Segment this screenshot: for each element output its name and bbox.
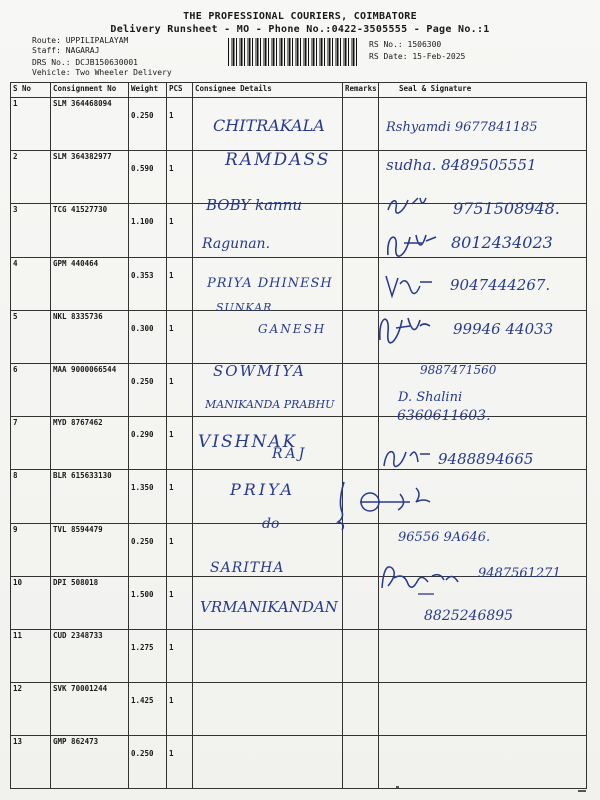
- cell-consignee: [193, 310, 343, 363]
- print-mark: [396, 786, 399, 788]
- cell-pcs: 1: [167, 257, 193, 310]
- cell-consignment: BLR 615633130: [51, 470, 129, 523]
- header-seal: Seal & Signature: [379, 83, 587, 98]
- cell-sno: 6: [11, 363, 51, 416]
- cell-sno: 7: [11, 417, 51, 470]
- delivery-table: [10, 82, 587, 789]
- cell-seal: [379, 736, 587, 789]
- cell-remarks: [343, 310, 379, 363]
- table-row: [11, 629, 587, 682]
- cell-remarks: [343, 629, 379, 682]
- cell-pcs: 1: [167, 629, 193, 682]
- cell-sno: 3: [11, 204, 51, 257]
- cell-pcs: 1: [167, 417, 193, 470]
- handwritten-name: VRMANIKANDAN: [200, 598, 338, 616]
- header-sno: S No: [11, 83, 51, 98]
- cell-consignee: [193, 683, 343, 736]
- cell-remarks: [343, 576, 379, 629]
- handwritten-phone: 6360611603.: [397, 408, 491, 424]
- handwritten-phone: 9488894665: [438, 450, 534, 468]
- handwritten-phone: 9487561271: [478, 566, 561, 581]
- handwritten-phone: 99946 44033: [453, 320, 554, 338]
- cell-sno: 1: [11, 98, 51, 151]
- cell-pcs: 1: [167, 204, 193, 257]
- header-weight: Weight: [129, 83, 167, 98]
- cell-remarks: [343, 683, 379, 736]
- handwritten-name: RAJ: [272, 446, 308, 462]
- cell-consignment: NKL 8335736: [51, 310, 129, 363]
- cell-sno: 13: [11, 736, 51, 789]
- cell-weight: 1.275: [129, 629, 167, 682]
- cell-remarks: [343, 363, 379, 416]
- signature-scribble: [384, 194, 444, 218]
- cell-sno: 5: [11, 310, 51, 363]
- cell-consignee: [193, 736, 343, 789]
- signature-scribble: [382, 229, 442, 261]
- handwritten-name: PRIYA: [230, 480, 296, 499]
- cell-remarks: [343, 736, 379, 789]
- cell-remarks: [343, 98, 379, 151]
- handwritten-name: CHITRAKALA: [213, 116, 325, 135]
- cell-remarks: [343, 417, 379, 470]
- rs-date: RS Date: 15-Feb-2025: [369, 52, 466, 61]
- cell-consignment: SLM 364382977: [51, 151, 129, 204]
- cell-weight: 0.250: [129, 98, 167, 151]
- cell-seal: [379, 629, 587, 682]
- cell-remarks: [343, 151, 379, 204]
- handwritten-name: BOBY kannu: [206, 196, 303, 214]
- cell-weight: 0.590: [129, 151, 167, 204]
- cell-weight: 0.290: [129, 417, 167, 470]
- handwritten-phone: 9887471560: [420, 363, 497, 377]
- handwritten-name: VISHNAK: [198, 432, 298, 452]
- cell-weight: 1.350: [129, 470, 167, 523]
- header-consignee: Consignee Details: [193, 83, 343, 98]
- cell-pcs: 1: [167, 470, 193, 523]
- handwritten-phone: 9047444267.: [450, 276, 551, 294]
- cell-weight: 0.250: [129, 523, 167, 576]
- handwritten-phone: 8012434023: [451, 233, 553, 252]
- signature-bracket: [330, 476, 450, 532]
- signature-scribble: [376, 558, 476, 598]
- cell-weight: 0.250: [129, 736, 167, 789]
- vehicle-label: Vehicle: Two Wheeler Delivery: [32, 68, 172, 77]
- cell-consignment: SVK 70001244: [51, 683, 129, 736]
- cell-consignment: GMP 862473: [51, 736, 129, 789]
- cell-pcs: 1: [167, 576, 193, 629]
- handwritten-phone: 8825246895: [424, 608, 514, 624]
- cell-sno: 12: [11, 683, 51, 736]
- cell-weight: 0.300: [129, 310, 167, 363]
- header-consignment: Consignment No: [51, 83, 129, 98]
- table-row: [11, 736, 587, 789]
- company-title: THE PROFESSIONAL COURIERS, COIMBATORE: [183, 11, 417, 22]
- handwritten-name: PRIYA DHINESH: [207, 276, 333, 291]
- staff-label: Staff: NAGARAJ: [32, 46, 100, 55]
- cell-pcs: 1: [167, 736, 193, 789]
- cell-consignment: SLM 364468094: [51, 98, 129, 151]
- cell-weight: 0.250: [129, 363, 167, 416]
- signature-scribble: [382, 272, 438, 300]
- handwritten-name: do: [262, 516, 280, 532]
- cell-consignment: CUD 2348733: [51, 629, 129, 682]
- cell-sno: 11: [11, 629, 51, 682]
- table-row: [11, 683, 587, 736]
- cell-consignment: TVL 8594479: [51, 523, 129, 576]
- cell-sno: 10: [11, 576, 51, 629]
- signature-scribble: [380, 444, 436, 472]
- table-row: [11, 470, 587, 523]
- cell-sno: 9: [11, 523, 51, 576]
- cell-weight: 1.500: [129, 576, 167, 629]
- cell-consignment: TCG 41527730: [51, 204, 129, 257]
- cell-pcs: 1: [167, 523, 193, 576]
- cell-remarks: [343, 204, 379, 257]
- header-remarks: Remarks: [343, 83, 379, 98]
- cell-pcs: 1: [167, 363, 193, 416]
- cell-sno: 2: [11, 151, 51, 204]
- handwritten-name: SUNKAR: [216, 301, 273, 314]
- print-mark: [578, 790, 586, 792]
- handwritten-name: SOWMIYA: [213, 362, 306, 380]
- runsheet-title: Delivery Runsheet - MO - Phone No.:0422-3505555 - Page No.:1: [110, 24, 490, 35]
- handwritten-phone: 96556 9A646.: [398, 530, 491, 545]
- handwritten-signature: sudha. 8489505551: [386, 156, 537, 174]
- cell-remarks: [343, 257, 379, 310]
- cell-sno: 4: [11, 257, 51, 310]
- cell-pcs: 1: [167, 310, 193, 363]
- cell-seal: [379, 683, 587, 736]
- handwritten-name: Ragunan.: [202, 236, 271, 252]
- handwritten-name: RAMDASS: [225, 150, 331, 170]
- cell-pcs: 1: [167, 98, 193, 151]
- cell-consignee: [193, 629, 343, 682]
- handwritten-name: SARITHA: [210, 560, 285, 576]
- table-header-row: [11, 83, 587, 98]
- cell-pcs: 1: [167, 683, 193, 736]
- rs-number: RS No.: 1506300: [369, 40, 442, 49]
- signature-scribble: [376, 310, 436, 346]
- cell-pcs: 1: [167, 151, 193, 204]
- route-label: Route: UPPILIPALAYAM: [32, 36, 129, 45]
- handwritten-phone: 9751508948.: [453, 199, 560, 218]
- handwritten-name: MANIKANDA PRABHU: [205, 398, 335, 411]
- cell-consignment: GPM 440464: [51, 257, 129, 310]
- drs-label: DRS No.: DCJB150630001: [32, 58, 138, 67]
- cell-consignment: MYD 8767462: [51, 417, 129, 470]
- handwritten-signature: Rshyamdi 9677841185: [386, 120, 538, 135]
- handwritten-name: GANESH: [258, 322, 327, 336]
- cell-weight: 1.425: [129, 683, 167, 736]
- barcode: [228, 38, 358, 66]
- cell-consignment: MAA 9000066544: [51, 363, 129, 416]
- header-pcs: PCS: [167, 83, 193, 98]
- cell-weight: 1.100: [129, 204, 167, 257]
- handwritten-signature: D. Shalini: [398, 390, 463, 405]
- cell-sno: 8: [11, 470, 51, 523]
- cell-consignment: DPI 508018: [51, 576, 129, 629]
- cell-weight: 0.353: [129, 257, 167, 310]
